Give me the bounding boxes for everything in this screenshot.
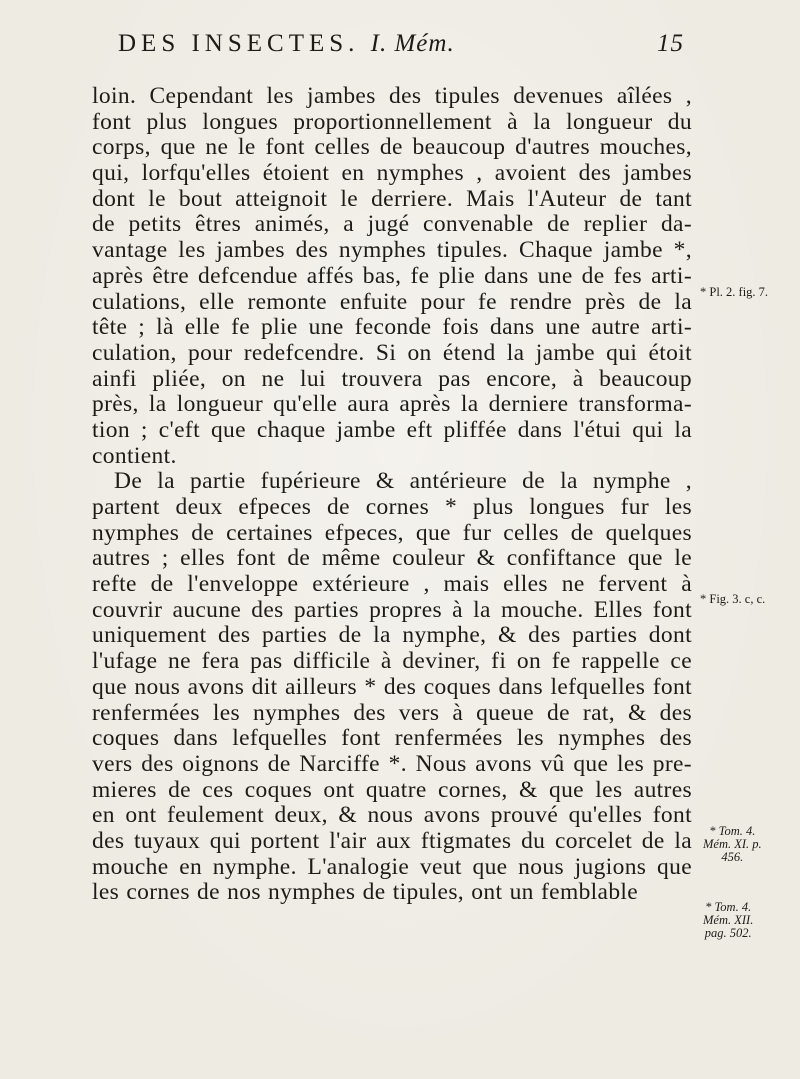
text-line-10: tête ; là elle fe plie une feconde fois dans une autre arti- bbox=[92, 314, 692, 341]
text-line-13: près, la longueur qu'elle aura après la derniere transforma- bbox=[92, 391, 692, 418]
text-line-1: loin. Cependant les jambes des tipules devenues aîlées , bbox=[92, 83, 692, 109]
text-line-32: les cornes de nos nymphes de tipules, ont un femblable bbox=[92, 879, 639, 906]
page-number: 15 bbox=[657, 30, 684, 57]
margin-note-tome-ref-2-line-3: pag. 502. bbox=[704, 926, 752, 940]
margin-note-figure-ref: * Fig. 3. c, c. bbox=[700, 592, 766, 606]
margin-note-tome-ref-2-line-2: Mém. XII. bbox=[703, 913, 754, 927]
text-line-23: l'ufage ne fera pas difficile à deviner, fi on fe rappelle ce bbox=[92, 648, 692, 675]
running-head-memoir: I. Mém. bbox=[370, 30, 455, 57]
body-text bbox=[92, 84, 692, 906]
text-line-15: contient. bbox=[92, 442, 177, 469]
text-line-31: mouche en nymphe. L'analogie veut que nous jugions que bbox=[92, 853, 692, 880]
text-line-28: mieres de ces coques ont quatre cornes, & que les autres bbox=[92, 776, 692, 803]
margin-note-plate-ref: * Pl. 2. fig. 7. bbox=[700, 285, 769, 299]
text-line-16: De la partie fupérieure & antérieure de la nymphe , bbox=[114, 468, 692, 495]
margin-note-tome-ref-1-line-2: Mém. XI. p. bbox=[703, 837, 762, 851]
text-line-2: font plus longues proportionnellement à la longueur du bbox=[92, 108, 692, 135]
text-line-7: vantage les jambes des nymphes tipules. Chaque jambe *, bbox=[92, 237, 692, 264]
margin-note-tome-ref-1-line-1: * Tom. 4. bbox=[709, 824, 756, 838]
text-line-24: que nous avons dit ailleurs * des coques dans lefquelles font bbox=[92, 673, 692, 700]
text-line-5: dont le bout atteignoit le derriere. Mais l'Auteur de tant bbox=[92, 185, 692, 212]
text-line-26: coques dans lefquelles font renfermées les nymphes des bbox=[92, 725, 692, 752]
running-head-prefix: DES INSECTES. bbox=[118, 30, 360, 57]
text-line-19: autres ; elles font de même couleur & confiftance que le bbox=[92, 545, 692, 572]
text-line-4: qui, lorfqu'elles étoient en nymphes , avoient des jambes bbox=[92, 160, 692, 187]
text-line-29: en ont feulement deux, & nous avons prouvé qu'elles font bbox=[92, 802, 692, 829]
text-line-27: vers des oignons de Narciffe *. Nous avons vû que les pre- bbox=[92, 750, 692, 777]
text-line-8: après être defcendue affés bas, fe plie dans une de fes arti- bbox=[92, 262, 692, 289]
margin-note-tome-ref-1-line-3: 456. bbox=[721, 850, 744, 864]
margin-note-tome-ref-2-line-1: * Tom. 4. bbox=[705, 900, 752, 914]
text-line-22: uniquement des parties de la nymphe, & des parties dont bbox=[92, 622, 692, 649]
text-line-30: des tuyaux qui portent l'air aux ftigmates du corcelet de la bbox=[92, 827, 692, 854]
text-line-11: culation, pour redefcendre. Si on étend la jambe qui étoit bbox=[92, 339, 692, 366]
text-line-21: couvrir aucune des parties propres à la mouche. Elles font bbox=[92, 596, 692, 623]
text-line-14: tion ; c'eft que chaque jambe eft pliffée dans l'étui qui la bbox=[92, 416, 692, 443]
text-line-3: corps, que ne le font celles de beaucoup d'autres mouches, bbox=[92, 134, 692, 161]
text-line-9: culations, elle remonte enfuite pour fe rendre près de la bbox=[92, 288, 692, 315]
margin-note-tome-ref-1 bbox=[703, 825, 762, 864]
running-head-title bbox=[118, 30, 455, 58]
text-line-25: renfermées les nymphes des vers à queue de rat, & des bbox=[92, 699, 692, 726]
margin-note-tome-ref-2 bbox=[703, 901, 753, 940]
text-line-12: ainfi pliée, on ne lui trouvera pas encore, à beaucoup bbox=[92, 365, 692, 392]
text-line-6: de petits êtres animés, a jugé convenable de replier da- bbox=[92, 211, 692, 238]
text-line-20: refte de l'enveloppe extérieure , mais elles ne fervent à bbox=[92, 571, 692, 598]
running-head bbox=[118, 30, 684, 70]
text-line-18: nymphes de certaines efpeces, que fur celles de quelques bbox=[92, 519, 692, 546]
text-line-17: partent deux efpeces de cornes * plus longues fur les bbox=[92, 494, 692, 520]
